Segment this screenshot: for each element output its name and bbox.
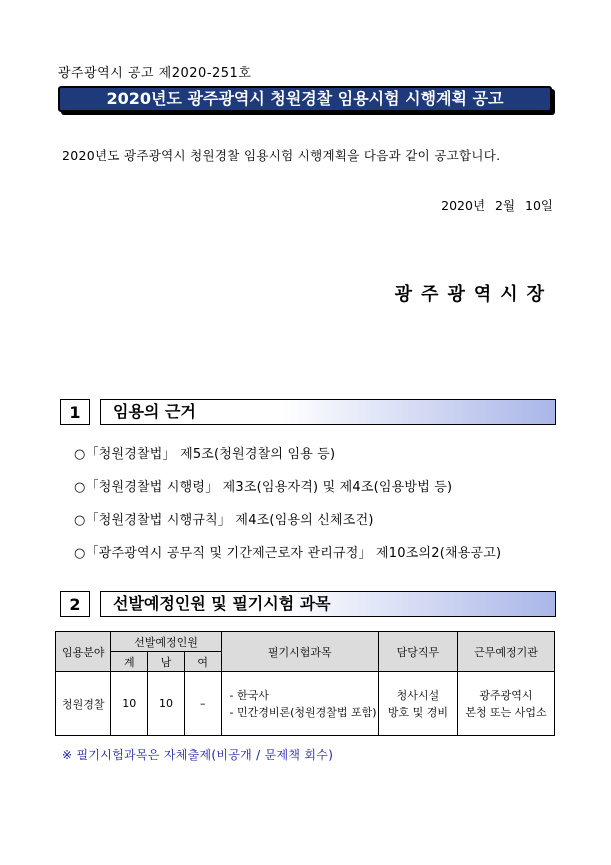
duty-line: 청사시설: [396, 688, 440, 702]
basis-item: ○「광주광역시 공무직 및 기간제근로자 관리규정」 제10조의2(채용공고): [74, 546, 502, 561]
cell-total: 10: [111, 672, 148, 736]
subject-item: - 한국사: [229, 688, 269, 702]
header-workplace: 근무예정기관: [458, 632, 555, 672]
basis-item: ○「청원경찰법 시행령」 제3조(임용자격) 및 제4조(임용방법 등): [74, 480, 453, 495]
workplace-line: 광주광역시: [479, 688, 533, 702]
cell-workplace: [458, 672, 555, 736]
page-title: 2020년도 광주광역시 청원경찰 임용시험 시행계획 공고: [58, 86, 552, 112]
header-total: 계: [111, 652, 148, 672]
basis-item: ○「청원경찰법」 제5조(청원경찰의 임용 등): [74, 447, 336, 462]
exam-note: ※ 필기시험과목은 자체출제(비공개 / 문제책 회수): [62, 748, 334, 762]
cell-female: –: [184, 672, 221, 736]
cell-subjects: [221, 672, 378, 736]
section-1-title: 임용의 근거: [100, 399, 556, 425]
cell-field: 청원경찰: [56, 672, 111, 736]
cell-male: 10: [148, 672, 185, 736]
subject-item: - 민간경비론(청원경찰법 포함): [229, 705, 377, 719]
header-duty: 담당직무: [378, 632, 457, 672]
cell-duty: [378, 672, 457, 736]
section-2-number: 2: [60, 591, 90, 617]
section-1-number: 1: [60, 399, 90, 425]
workplace-line: 본청 또는 사업소: [465, 705, 547, 719]
issuer: 광주광역시장: [394, 284, 553, 305]
recruitment-table: [55, 631, 555, 736]
notice-number: 광주광역시 공고 제2020-251호: [58, 66, 252, 81]
header-field: 임용분야: [56, 632, 111, 672]
intro-text: 2020년도 광주광역시 청원경찰 임용시험 시행계획을 다음과 같이 공고합니다.: [62, 148, 501, 163]
header-female: 여: [184, 652, 221, 672]
header-planned: 선발예정인원: [111, 632, 221, 652]
notice-date: 2020년 2월 10일: [441, 198, 553, 213]
header-male: 남: [148, 652, 185, 672]
section-2-title: 선발예정인원 및 필기시험 과목: [100, 591, 556, 617]
basis-item: ○「청원경찰법 시행규칙」 제4조(임용의 신체조건): [74, 513, 374, 528]
header-subjects: 필기시험과목: [221, 632, 378, 672]
duty-line: 방호 및 경비: [387, 705, 448, 719]
table-row: [56, 672, 555, 736]
